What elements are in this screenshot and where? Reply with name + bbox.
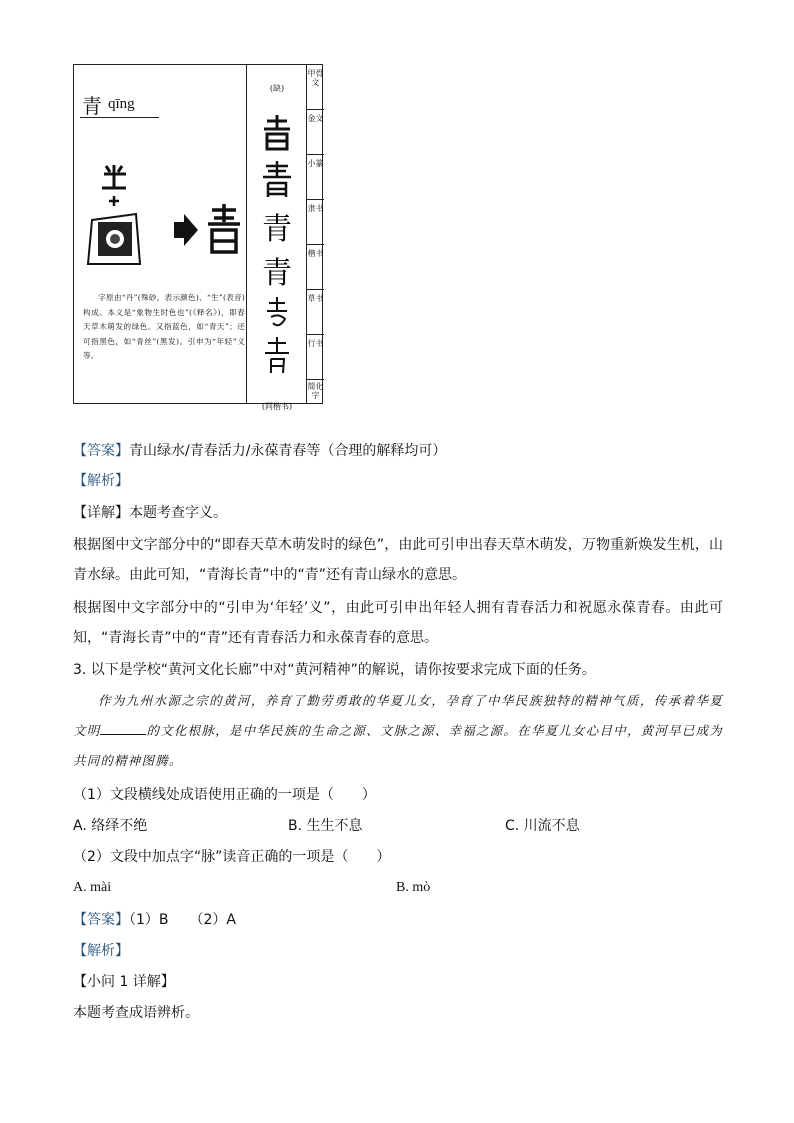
question-3-stem: 3. 以下是学校“黄河文化长廊”中对“黄河精神”的解说，请你按要求完成下面的任务。: [73, 662, 596, 678]
sub2-option-b: B. mò: [396, 880, 431, 895]
same-as-label: (同楷书): [261, 402, 293, 411]
etymology-illustration: [84, 160, 244, 270]
xiaozhuan-glyph: [263, 161, 291, 197]
passage-part-1: 作为九州水源之宗的黄河，养育了勤劳勇敢的华夏儿女，孕育了中华民族独特的精神气质，传承着华夏文明: [73, 693, 723, 738]
sub-detail-heading: 【小问 1 详解】: [73, 974, 175, 990]
analysis-paragraph-1: 根据图中文字部分中的“即春天草木萌发时的绿色”，由此可引申出春天草木萌发，万物重新焕发生机，山青水绿。由此可知，“青海长青”中的“青”还有青山绿水的意思。: [73, 537, 723, 583]
label-jianhuazi: 简化字: [307, 382, 324, 400]
answer-1: [73, 442, 723, 460]
xingshu-glyph: [265, 337, 289, 373]
kaishu-glyph: 青: [262, 256, 292, 291]
figure-title-pinyin: qīng: [108, 96, 135, 112]
answer-tag: 【答案】: [73, 443, 129, 459]
figure-left-panel: [74, 65, 246, 403]
script-label-column: [306, 65, 324, 403]
sub1-option-b: B. 生生不息: [288, 818, 363, 834]
label-jinwen: 金文: [307, 110, 324, 155]
question-3-passage: [73, 686, 723, 776]
label-caoshu: 草书: [307, 290, 324, 335]
sub2-option-a: A. mài: [73, 880, 112, 895]
sub-question-2: （2）文段中加点字“脉”读音正确的一项是（ ）: [73, 849, 391, 865]
sub-question-1: （1）文段横线处成语使用正确的一项是（ ）: [73, 787, 376, 803]
passage-blank: [100, 722, 146, 735]
sub1-option-c: C. 川流不息: [505, 818, 580, 834]
lishu-glyph: 青: [262, 212, 292, 247]
analysis-2-tag: 【解析】: [73, 943, 129, 959]
missing-label: (缺): [269, 84, 285, 93]
analysis-tag: 【解析】: [73, 473, 129, 489]
right-arrow-icon: [174, 214, 198, 246]
figure-title-char: 青: [82, 94, 102, 118]
analysis-2: [73, 942, 723, 960]
detail-tag: 【详解】: [73, 505, 129, 521]
analysis-paragraph-2: 根据图中文字部分中的“引申为‘年轻’义”，由此可引申出年轻人拥有青春活力和祝愿永葆青春。由此可知，“青海长青”中的“青”还有青春活力和永葆青春的意思。: [73, 600, 723, 646]
detail-text: 本题考查字义。: [129, 505, 227, 521]
sheng-glyph: [102, 165, 126, 188]
dan-image: [88, 214, 140, 264]
plus-sign: [109, 196, 119, 206]
last-line: 本题考查成语辨析。: [73, 1005, 199, 1021]
answer-2-tag: 【答案】: [73, 912, 129, 928]
jinwen-glyph: [264, 115, 290, 149]
label-jiaguwen: 甲骨文: [307, 65, 324, 110]
character-figure: [73, 64, 324, 411]
sub1-option-a: A. 络绎不绝: [73, 818, 148, 834]
answer-2-text: （1）B （2）A: [129, 912, 236, 928]
ancient-qing-glyph: [208, 204, 240, 252]
analysis-1: [73, 472, 723, 490]
passage-part-2: 的文化根脉，是中华民族的生命之源、文脉之源、幸福之源。在华夏儿女心目中，黄河早已成为共同的精神图腾。: [73, 723, 724, 768]
label-kaishu: 楷书: [307, 245, 324, 290]
title-underline: [80, 117, 159, 118]
detail-1: [73, 504, 723, 522]
label-lishu: 隶书: [307, 200, 324, 245]
figure-description: 字原由“丹”(殊砂，表示颜色)、“生”(表音)构成。本义是“象物生时色也”(《释名》)，即春天草木萌发的绿色。又指蓝色，如“青天”；还可指黑色，如“青丝”(黑发)。引申为“年轻”义等。: [83, 293, 245, 361]
glyph-evolution: [247, 107, 307, 389]
figure-glyph-column: [246, 65, 307, 411]
label-xiaozhuan: 小篆: [307, 155, 324, 200]
answer-2: [73, 911, 723, 929]
answer-text: 青山绿水/青春活力/永葆青春等（合理的解释均可）: [129, 443, 447, 459]
caoshu-glyph: [267, 297, 287, 325]
label-xingshu: 行书: [307, 335, 324, 380]
